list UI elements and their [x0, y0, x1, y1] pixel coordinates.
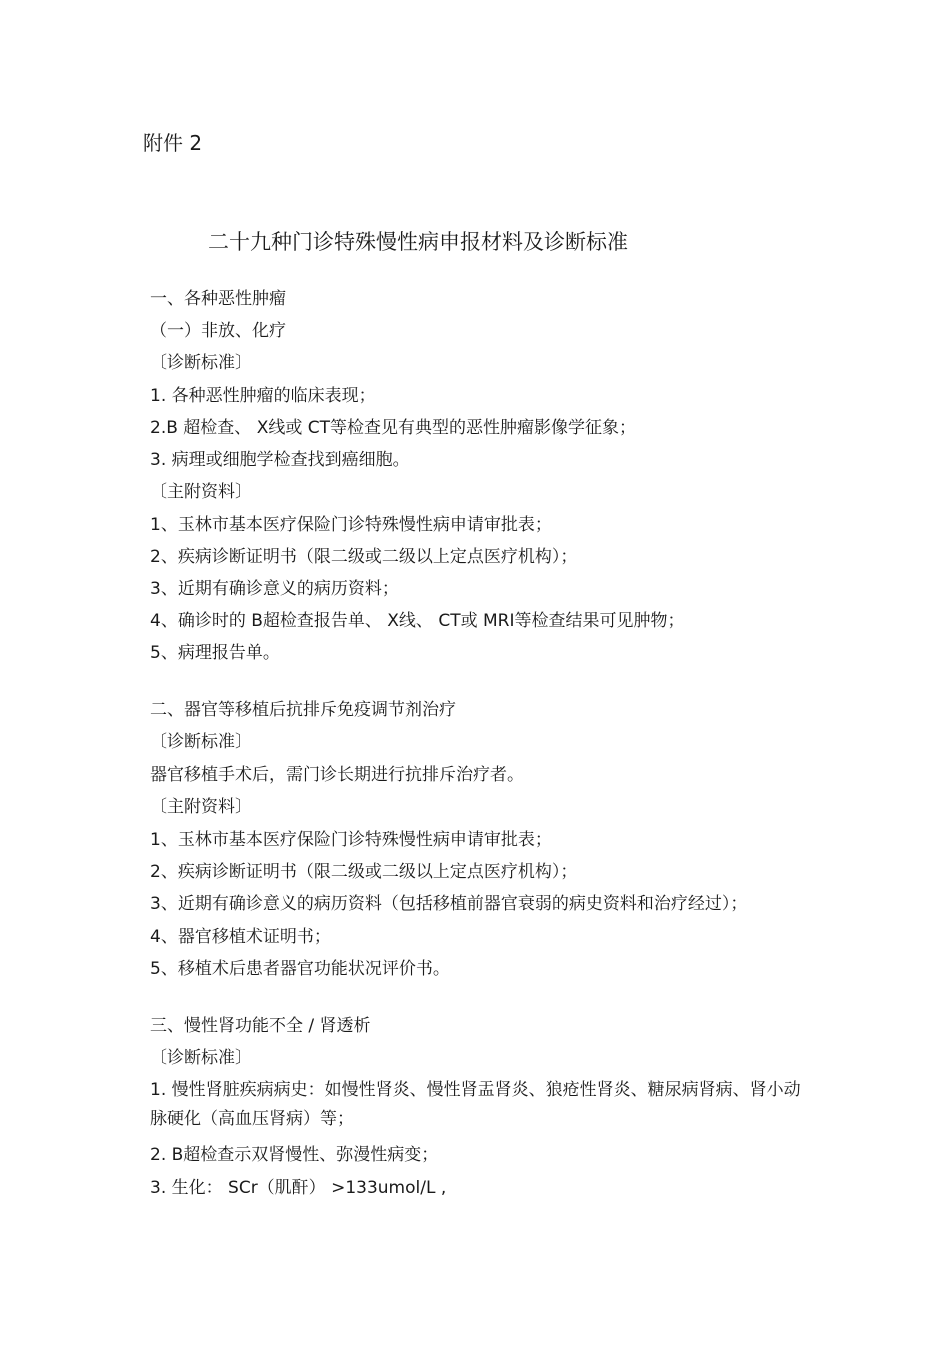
section-heading: 二、器官等移植后抗排斥免疫调节剂治疗 [150, 700, 456, 720]
materials-item: 5、移植术后患者器官功能状况评价书。 [150, 959, 450, 979]
criteria-label: 〔诊断标准〕 [150, 353, 252, 373]
criteria-label: 〔诊断标准〕 [150, 732, 252, 752]
materials-item: 4、确诊时的 B超检查报告单、 X线、 CT或 MRI等检查结果可见肿物； [150, 611, 685, 631]
section-heading: 三、慢性肾功能不全 / 肾透析 [150, 1016, 371, 1036]
criteria-item: 1. 慢性肾脏疾病病史：如慢性肾炎、慢性肾盂肾炎、狼疮性肾炎、糖尿病肾病、肾小动脉硬化（高血压肾病）等； [150, 1080, 801, 1129]
criteria-item: 2.B 超检查、 X线或 CT等检查见有典型的恶性肿瘤影像学征象； [150, 418, 636, 438]
materials-item: 3、近期有确诊意义的病历资料（包括移植前器官衰弱的病史资料和治疗经过）； [150, 894, 748, 914]
attachment-label: 附件 2 [143, 131, 203, 155]
criteria-item: 3. 生化： SCr（肌酐） >133umol/L , [150, 1178, 447, 1198]
materials-item: 2、疾病诊断证明书（限二级或二级以上定点医疗机构）； [150, 547, 578, 567]
section-subheading: （一）非放、化疗 [150, 321, 286, 341]
criteria-item: 3. 病理或细胞学检查找到癌细胞。 [150, 450, 410, 470]
materials-item: 4、器官移植术证明书； [150, 927, 331, 947]
document-title: 二十九种门诊特殊慢性病申报材料及诊断标准 [208, 230, 628, 254]
materials-item: 1、玉林市基本医疗保险门诊特殊慢性病申请审批表； [150, 830, 552, 850]
materials-item: 3、近期有确诊意义的病历资料； [150, 579, 399, 599]
materials-label: 〔主附资料〕 [150, 797, 252, 817]
materials-item: 1、玉林市基本医疗保险门诊特殊慢性病申请审批表； [150, 515, 552, 535]
criteria-item: 器官移植手术后，需门诊长期进行抗排斥治疗者。 [150, 765, 524, 785]
materials-item: 2、疾病诊断证明书（限二级或二级以上定点医疗机构）； [150, 862, 578, 882]
materials-item: 5、病理报告单。 [150, 643, 280, 663]
criteria-label: 〔诊断标准〕 [150, 1048, 252, 1068]
criteria-item: 2. B超检查示双肾慢性、弥漫性病变； [150, 1145, 439, 1165]
criteria-item: 1. 各种恶性肿瘤的临床表现； [150, 386, 376, 406]
materials-label: 〔主附资料〕 [150, 482, 252, 502]
section-heading: 一、各种恶性肿瘤 [150, 289, 286, 309]
